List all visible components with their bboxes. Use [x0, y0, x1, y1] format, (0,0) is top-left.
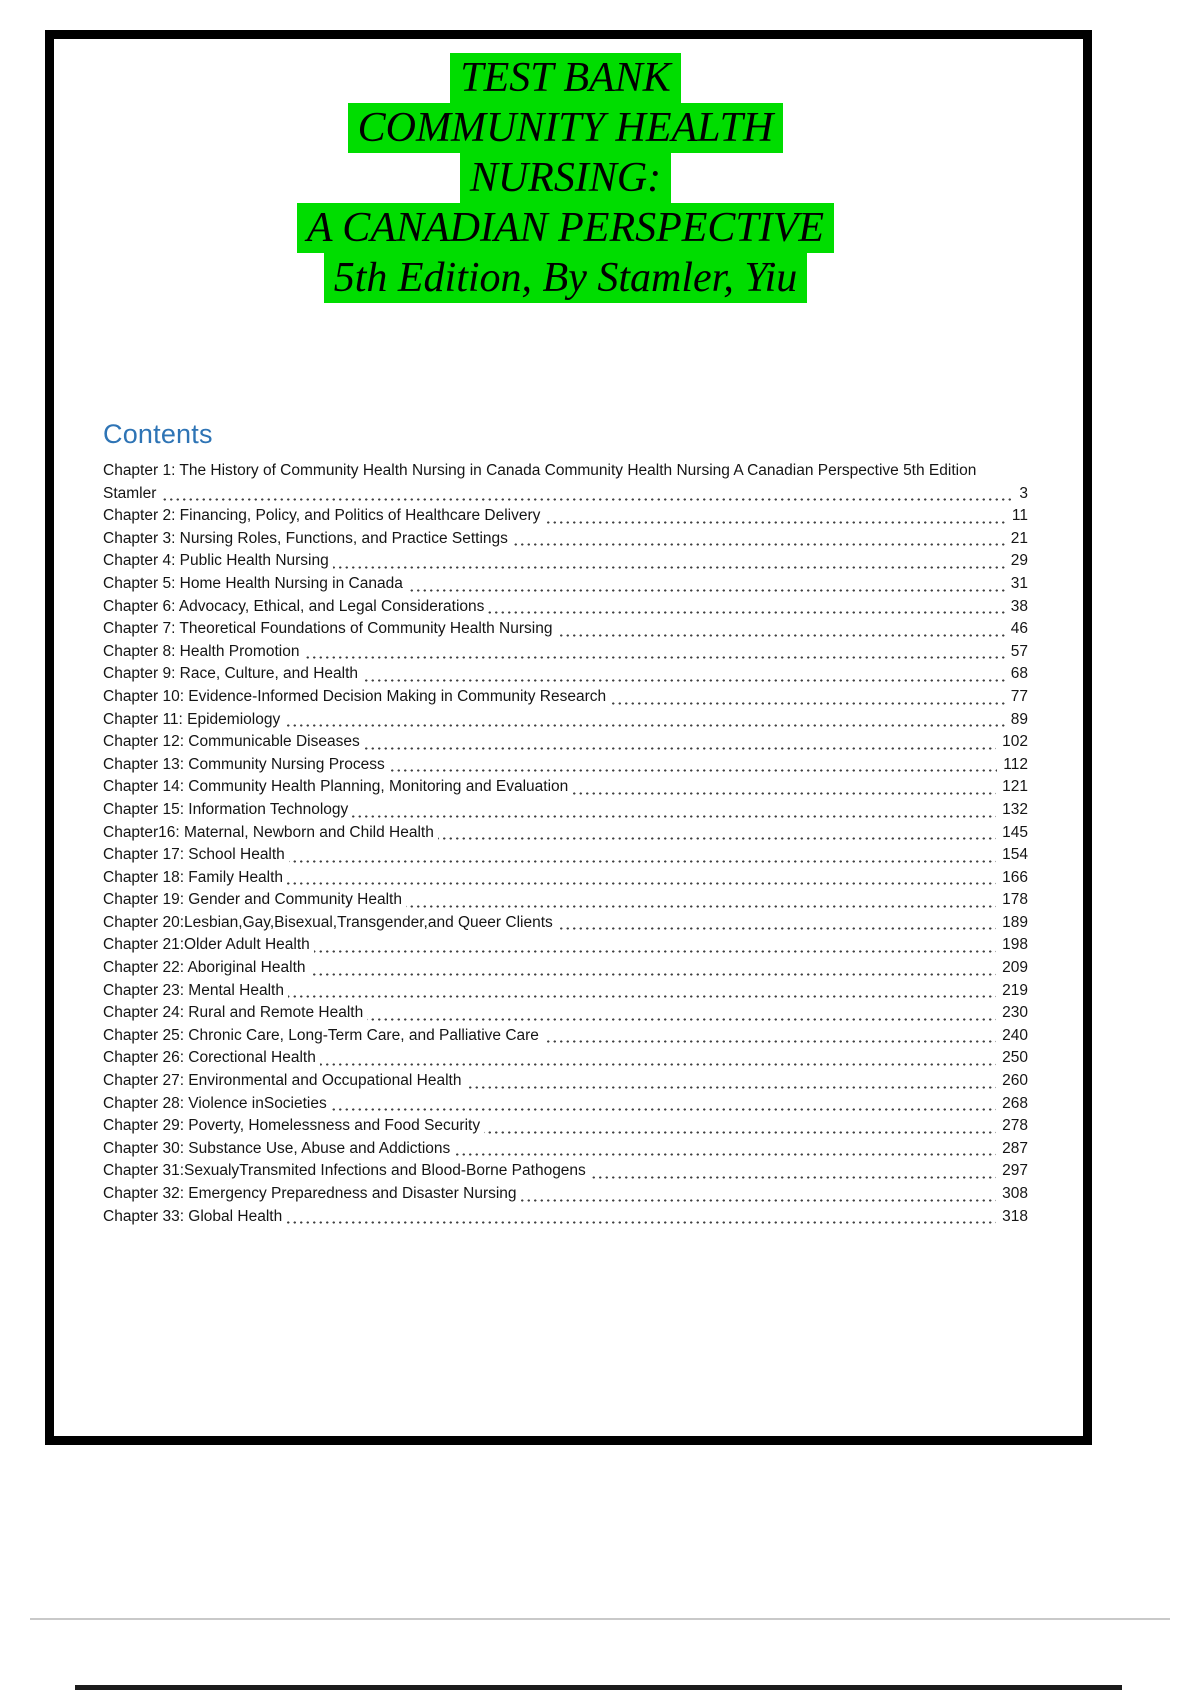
toc-entry-page-number: 38: [1005, 596, 1028, 619]
toc-entry-title: Chapter 14: Community Health Planning, Monitoring and Evaluation: [103, 778, 572, 795]
document-page: [45, 30, 1092, 1445]
toc-entry-page-number: 318: [996, 1206, 1028, 1229]
toc-row[interactable]: [103, 1047, 1028, 1070]
toc-entry-title: Chapter 28: Violence inSocieties: [103, 1095, 331, 1112]
toc-entry-title: Chapter 19: Gender and Community Health: [103, 891, 406, 908]
toc-row[interactable]: [103, 505, 1028, 528]
toc-entry-page-number: 308: [996, 1183, 1028, 1206]
toc-entry-page-number: 102: [996, 731, 1028, 754]
toc-entry-title: Chapter 15: Information Technology: [103, 801, 352, 818]
toc-entry-title: Chapter 3: Nursing Roles, Functions, and Practice Settings: [103, 530, 512, 547]
page-gap-line: [30, 1618, 1170, 1620]
toc-row[interactable]: [103, 618, 1028, 641]
toc-entry-page-number: 77: [1005, 686, 1028, 709]
book-title-line: 5th Edition, By Stamler, Yiu: [324, 253, 808, 303]
toc-row[interactable]: [103, 528, 1028, 551]
toc-entry-title: Chapter 33: Global Health: [103, 1208, 286, 1225]
toc-entry-title: Chapter 11: Epidemiology: [103, 711, 284, 728]
toc-entry-title: Chapter 4: Public Health Nursing: [103, 552, 333, 569]
toc-entry-title: Chapter 12: Communicable Diseases: [103, 733, 364, 750]
toc-entry-title: Chapter 7: Theoretical Foundations of Community Health Nursing: [103, 620, 556, 637]
toc-entry-page-number: 219: [996, 980, 1028, 1003]
toc-entry-page-number: 189: [996, 912, 1028, 935]
toc-entry-page-number: 11: [1006, 505, 1028, 528]
toc-entry-page-number: 287: [996, 1138, 1028, 1161]
toc-entry-title: Chapter 1: The History of Community Health Nursing in Canada Community Health Nursing A Canadian Perspective 5th Edition Stamler: [103, 462, 977, 502]
toc-row[interactable]: [103, 460, 1028, 505]
toc-row[interactable]: [103, 1206, 1028, 1229]
toc-entry-page-number: 57: [1005, 641, 1028, 664]
book-title-row: [103, 103, 1028, 153]
toc-entry-title: Chapter 27: Environmental and Occupational Health: [103, 1072, 465, 1089]
toc-entry-page-number: 3: [1013, 483, 1028, 506]
toc-entry-title: Chapter 2: Financing, Policy, and Politics of Healthcare Delivery: [103, 507, 544, 524]
next-page-edge: [75, 1685, 1122, 1690]
toc-row[interactable]: [103, 957, 1028, 980]
book-title-line: TEST BANK: [450, 53, 680, 103]
toc-entry-page-number: 297: [996, 1160, 1028, 1183]
toc-entry-page-number: 178: [996, 889, 1028, 912]
book-title-row: [103, 253, 1028, 303]
toc-entry-title: Chapter 20:Lesbian,Gay,Bisexual,Transgender,and Queer Clients: [103, 914, 557, 931]
toc-row[interactable]: [103, 1093, 1028, 1116]
toc-row[interactable]: [103, 776, 1028, 799]
toc-entry-title: Chapter16: Maternal, Newborn and Child Health: [103, 824, 438, 841]
toc-row[interactable]: [103, 663, 1028, 686]
toc-entry-title: Chapter 10: Evidence-Informed Decision Making in Community Research: [103, 688, 610, 705]
toc-entry-page-number: 250: [996, 1047, 1028, 1070]
toc-row[interactable]: [103, 844, 1028, 867]
toc-row[interactable]: [103, 573, 1028, 596]
toc-entry-page-number: 230: [996, 1002, 1028, 1025]
toc-entry-title: Chapter 22: Aboriginal Health: [103, 959, 310, 976]
toc-row[interactable]: [103, 686, 1028, 709]
book-title: [103, 51, 1028, 303]
toc-entry-title: Chapter 24: Rural and Remote Health: [103, 1004, 367, 1021]
toc-entry-title: Chapter 26: Corectional Health: [103, 1049, 320, 1066]
toc-row[interactable]: [103, 1070, 1028, 1093]
toc-entry-page-number: 278: [996, 1115, 1028, 1138]
toc-entry-page-number: 209: [996, 957, 1028, 980]
toc-entry-title: Chapter 5: Home Health Nursing in Canada: [103, 575, 407, 592]
toc-entry-title: Chapter 23: Mental Health: [103, 982, 288, 999]
book-title-line: A CANADIAN PERSPECTIVE: [297, 203, 834, 253]
toc-entry-page-number: 154: [996, 844, 1028, 867]
toc-row[interactable]: [103, 912, 1028, 935]
toc-row[interactable]: [103, 799, 1028, 822]
book-title-line: NURSING:: [460, 153, 671, 203]
toc-entry-title: Chapter 18: Family Health: [103, 869, 287, 886]
toc-row[interactable]: [103, 1115, 1028, 1138]
toc-entry-page-number: 31: [1005, 573, 1028, 596]
toc-entry-title: Chapter 29: Poverty, Homelessness and Food Security: [103, 1117, 484, 1134]
toc-entry-page-number: 89: [1005, 709, 1028, 732]
toc-entry-title: Chapter 8: Health Promotion: [103, 643, 303, 660]
toc-entry-page-number: 260: [996, 1070, 1028, 1093]
book-title-row: [103, 53, 1028, 103]
toc-entry-page-number: 112: [997, 754, 1028, 777]
toc-entry-title: Chapter 13: Community Nursing Process: [103, 756, 389, 773]
toc-entry-page-number: 29: [1005, 550, 1028, 573]
contents-heading: Contents: [103, 419, 213, 449]
toc-row[interactable]: [103, 867, 1028, 890]
toc-row[interactable]: [103, 550, 1028, 573]
toc-entry-title: Chapter 32: Emergency Preparedness and Disaster Nursing: [103, 1185, 521, 1202]
toc-row[interactable]: [103, 1183, 1028, 1206]
toc-row[interactable]: [103, 1025, 1028, 1048]
toc-entry-title: Chapter 9: Race, Culture, and Health: [103, 665, 362, 682]
toc-entry-title: Chapter 30: Substance Use, Abuse and Addictions: [103, 1140, 454, 1157]
toc-row[interactable]: [103, 709, 1028, 732]
toc-row[interactable]: [103, 641, 1028, 664]
toc-entry-page-number: 121: [996, 776, 1028, 799]
toc-row[interactable]: [103, 731, 1028, 754]
toc-row[interactable]: [103, 980, 1028, 1003]
toc-row[interactable]: [103, 889, 1028, 912]
toc-row[interactable]: [103, 934, 1028, 957]
toc-entry-page-number: 166: [996, 867, 1028, 890]
toc-entry-title: Chapter 21:Older Adult Health: [103, 936, 314, 953]
toc-row[interactable]: [103, 1138, 1028, 1161]
toc-entry-page-number: 268: [996, 1093, 1028, 1116]
toc-entry-page-number: 46: [1005, 618, 1028, 641]
toc-entry-page-number: 68: [1005, 663, 1028, 686]
toc-entry-page-number: 21: [1005, 528, 1028, 551]
toc-entry-title: Chapter 6: Advocacy, Ethical, and Legal Considerations: [103, 598, 488, 615]
toc-entry-title: Chapter 17: School Health: [103, 846, 289, 863]
toc-row[interactable]: [103, 596, 1028, 619]
toc-entry-page-number: 198: [996, 934, 1028, 957]
toc-entry-page-number: 145: [996, 822, 1028, 845]
book-title-row: [103, 203, 1028, 253]
toc-entry-title: Chapter 31:SexualyTransmited Infections and Blood-Borne Pathogens: [103, 1162, 590, 1179]
toc-row[interactable]: [103, 1160, 1028, 1183]
toc-entry-page-number: 132: [996, 799, 1028, 822]
toc-entry-page-number: 240: [996, 1025, 1028, 1048]
toc-entry-title: Chapter 25: Chronic Care, Long-Term Care, and Palliative Care: [103, 1027, 543, 1044]
toc-row[interactable]: [103, 1002, 1028, 1025]
book-title-line: COMMUNITY HEALTH: [348, 103, 784, 153]
toc-row[interactable]: [103, 822, 1028, 845]
book-title-row: [103, 153, 1028, 203]
toc-list: [103, 460, 1028, 1228]
toc-row[interactable]: [103, 754, 1028, 777]
